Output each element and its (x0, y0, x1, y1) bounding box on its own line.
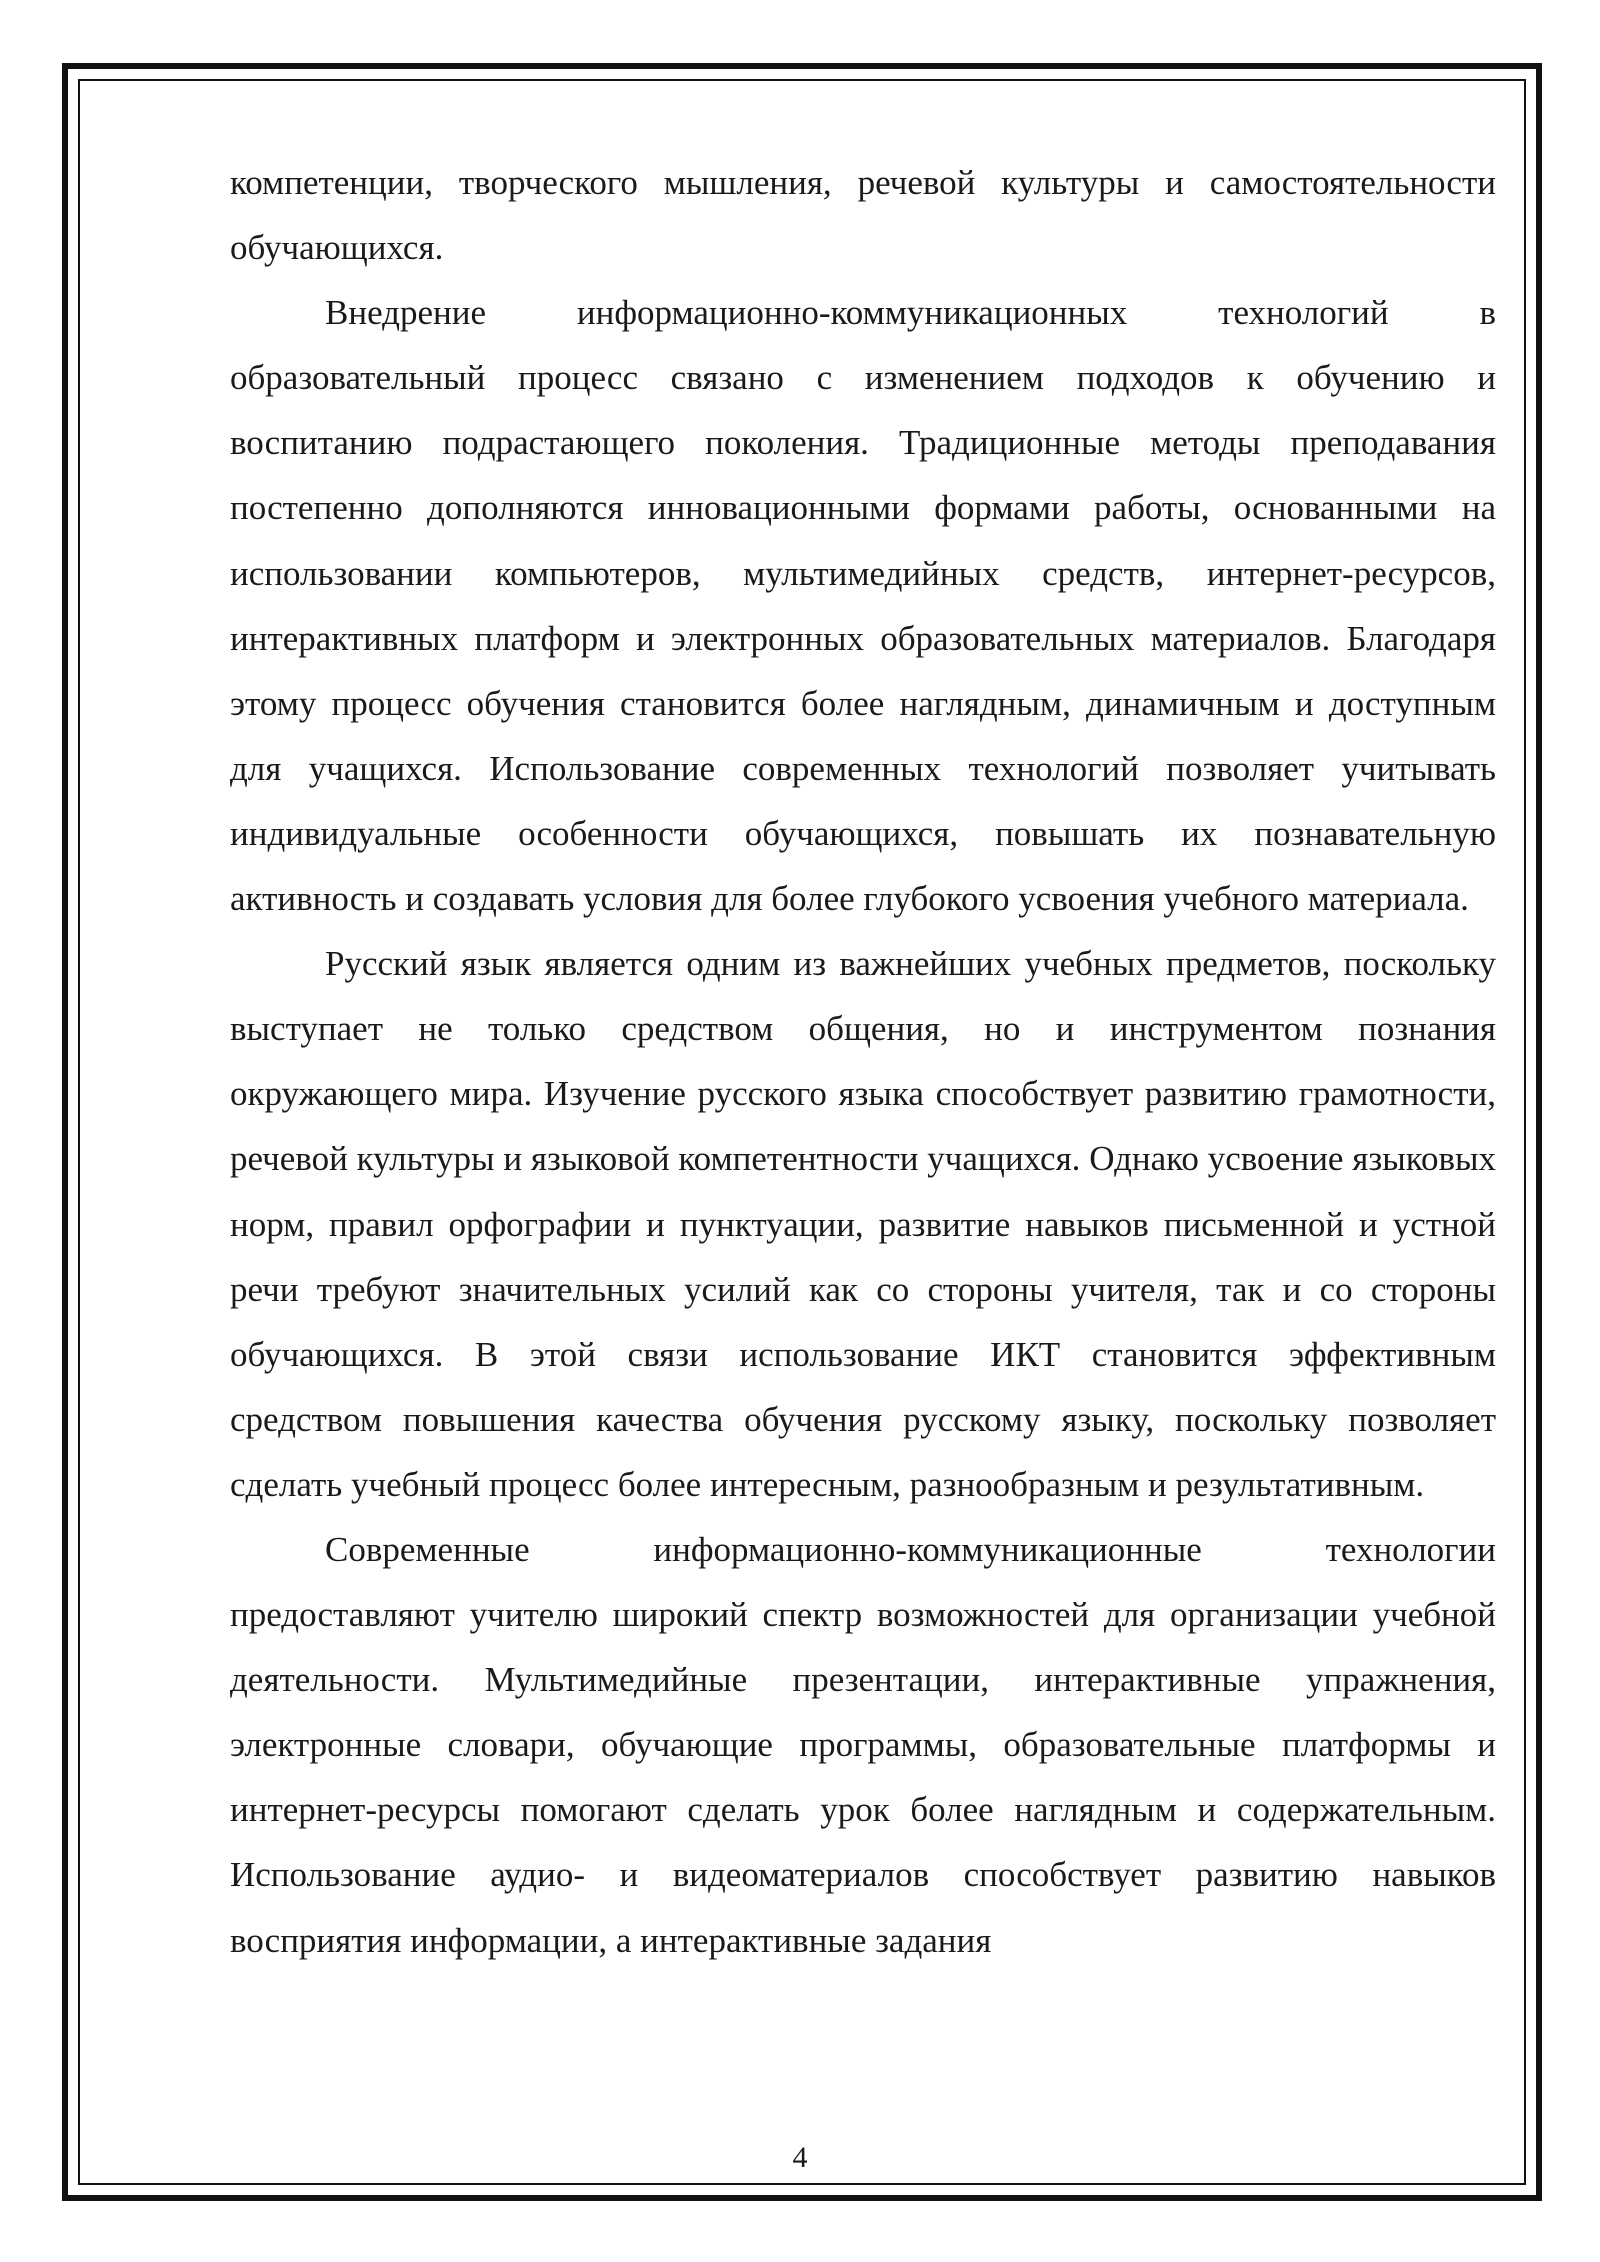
paragraph-russian-language: Русский язык является одним из важнейших учебных предметов, поскольку выступает не только средством общения, но и инструментом познания окружающего мира. Изучение русского языка способствует развитию грамотности, речевой культуры и языковой компетентности учащихся. Однако усвоение языковых норм, правил орфографии и пунктуации, развитие навыков письменной и устной речи требуют значительных усилий как со стороны учителя, так и со стороны обучающихся. В этой связи использование ИКТ становится эффективным средством повышения качества обучения русскому языку, поскольку позволяет сделать учебный процесс более интересным, разнообразным и результативным. (230, 944, 1496, 1504)
body-text (230, 150, 1496, 1973)
page-number: 4 (792, 2141, 808, 2174)
paragraph-continuation: компетенции, творческого мышления, речевой культуры и самостоятельности обучающихся. (230, 163, 1496, 268)
paragraph-modern-technologies: Современные информационно-коммуникационные технологии предоставляют учителю широкий спектр возможностей для организации учебной деятельности. Мультимедийные презентации, интерактивные упражнения, электронные словари, обучающие программы, образовательные платформы и интернет-ресурсы помогают сделать урок более наглядным и содержательным. Использование аудио- и видеоматериалов способствует развитию навыков восприятия информации, а интерактивные задания (230, 1529, 1496, 1960)
paragraph-ict-introduction: Внедрение информационно-коммуникационных технологий в образовательный процесс связано с изменением подходов к обучению и воспитанию подрастающего поколения. Традиционные методы преподавания постепенно дополняются инновационными формами работы, основанными на использовании компьютеров, мультимедийных средств, интернет-ресурсов, интерактивных платформ и электронных образовательных материалов. Благодаря этому процесс обучения становится более наглядным, динамичным и доступным для учащихся. Использование современных технологий позволяет учитывать индивидуальные особенности обучающихся, повышать их познавательную активность и создавать условия для более глубокого усвоения учебного материала. (230, 293, 1496, 919)
